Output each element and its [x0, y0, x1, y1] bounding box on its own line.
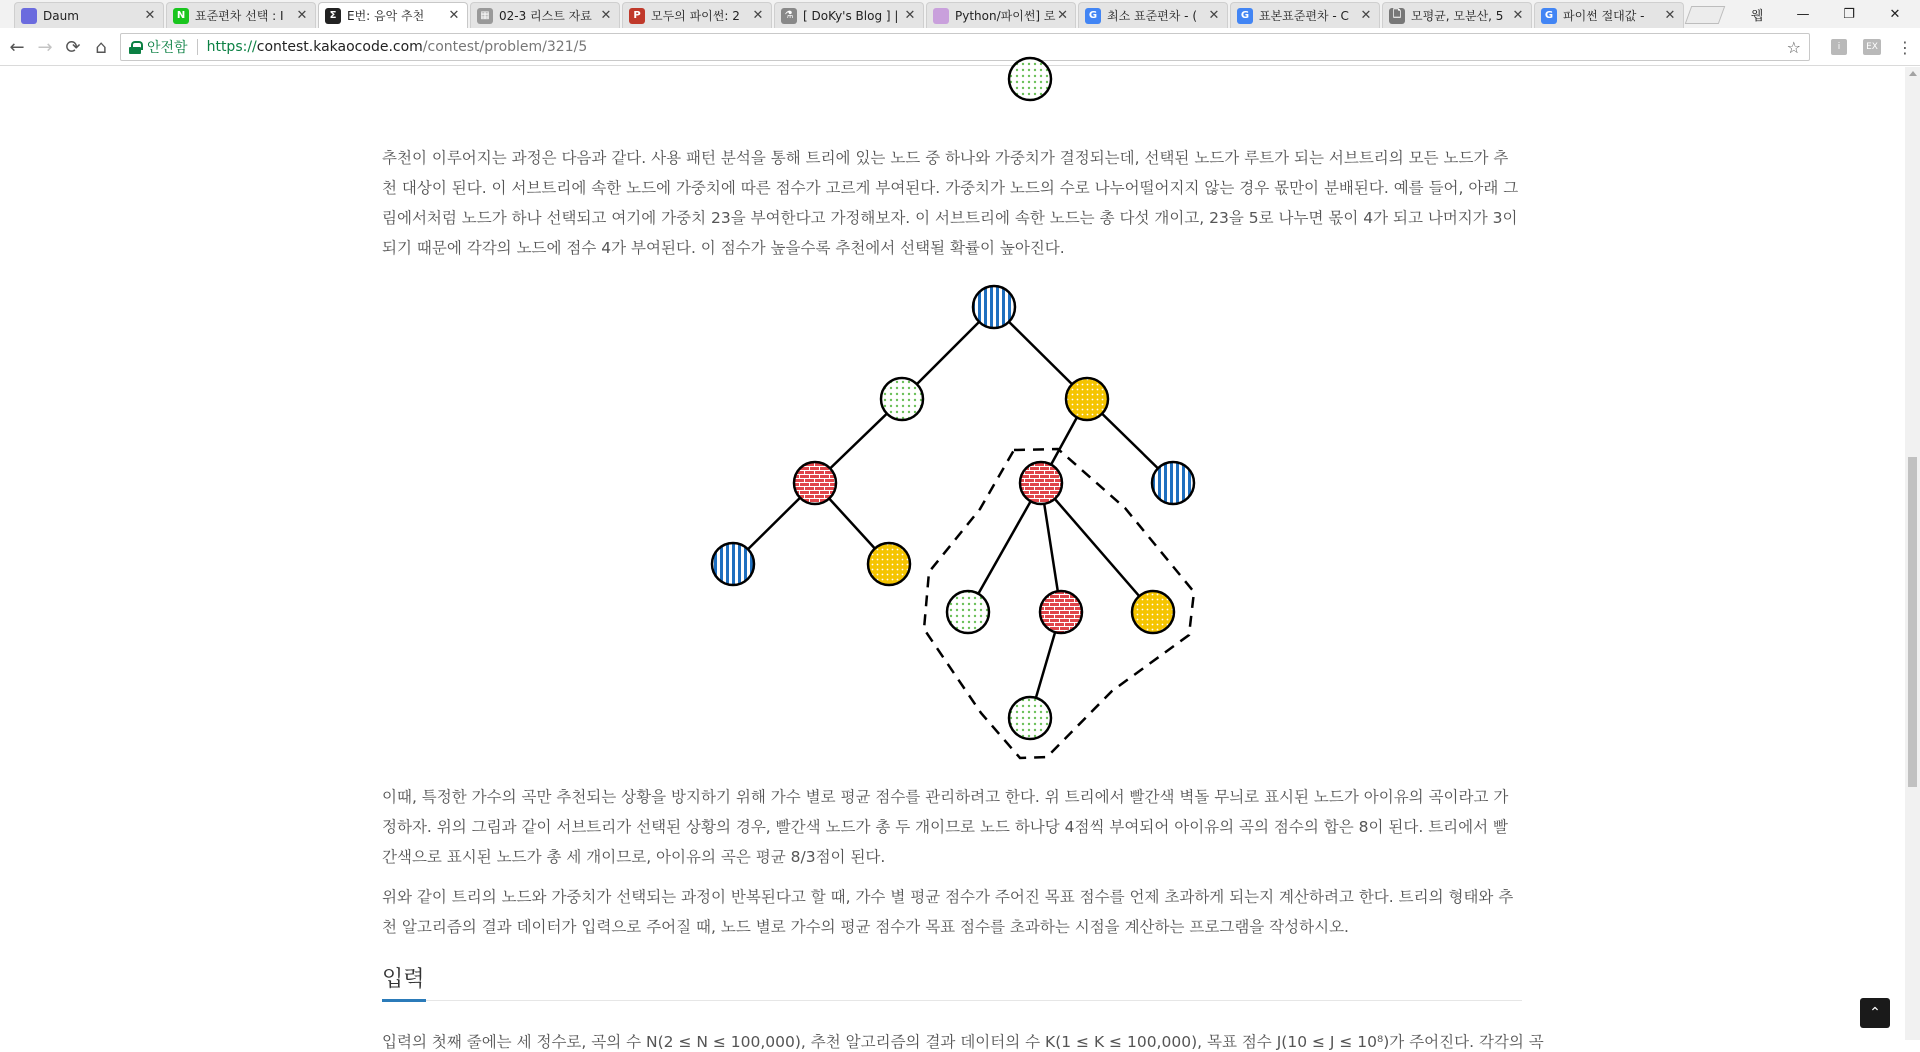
tab-title: 표본표준편차 - C: [1259, 9, 1349, 23]
tree-node-yellow: [1132, 591, 1174, 633]
menu-icon[interactable]: ⋮: [1897, 37, 1913, 57]
browser-tab[interactable]: [1078, 2, 1228, 28]
tab-favicon-icon: P: [629, 8, 645, 24]
tree-node-green: [1009, 58, 1051, 100]
page-content: [0, 67, 1905, 1051]
tab-close-icon[interactable]: ✕: [1208, 8, 1220, 23]
browser-tab[interactable]: [926, 2, 1076, 28]
user-profile-icon[interactable]: 웹: [1750, 8, 1764, 24]
tab-title: Daum: [43, 8, 79, 23]
browser-toolbar: [0, 28, 1920, 66]
browser-tab[interactable]: [1382, 2, 1532, 28]
paragraph-recommendation-process: 추천이 이루어지는 과정은 다음과 같다. 사용 패턴 분석을 통해 트리에 있는 노드 중 하나와 가중치가 결정되는데, 선택된 노드가 루트가 되는 서브트리의 모든 노드가 추천 대상이 된다. 이 서브트리에 속한 노드에 가중치에 따른 점수가 고르게 부여된다. 가중치가 노드의 수로 나누어떨어지지 않는 경우 몫만이 분배된다. 예를 들어, 아래 그림에서처럼 노드가 하나 선택되고 여기에 가중치 23을 부여한다고 가정해보자. 이 서브트리에 속한 노드는 총 다섯 개이고, 23을 5로 나누면 몫이 4가 되고 나머지가 3이 되기 때문에 각각의 노드에 점수 4가 부여된다. 이 점수가 높을수록 추천에서 선택될 확률이 높아진다.: [382, 149, 1519, 257]
minimize-button[interactable]: —: [1796, 6, 1810, 22]
url-path: /contest/problem/321/5: [422, 39, 588, 55]
restore-button[interactable]: ❐: [1843, 6, 1855, 22]
tab-title: 파이썬 절대값 -: [1563, 9, 1645, 23]
extension-ex-icon[interactable]: EX: [1863, 39, 1881, 55]
tab-favicon-icon: Σ: [325, 8, 341, 24]
tree-edges: [733, 307, 1173, 718]
tab-title: 모평균, 모분산, 5: [1411, 9, 1504, 23]
input-description-line: 입력의 첫째 줄에는 세 정수로, 곡의 수 N(2 ≤ N ≤ 100,000), 추천 알고리즘의 결과 데이터의 수 K(1 ≤ K ≤ 100,000), 목표 점수 J(10 ≤ J ≤ 10⁸)가 주어진다. 각각의 곡: [382, 1033, 1544, 1051]
browser-tab[interactable]: [1230, 2, 1380, 28]
new-tab-button[interactable]: [1685, 6, 1726, 24]
extension-info-icon[interactable]: i: [1831, 39, 1847, 55]
tree-node-blue: [1152, 462, 1194, 504]
tab-close-icon[interactable]: ✕: [144, 8, 156, 23]
heading-divider: [382, 1000, 1522, 1001]
tab-favicon-icon: ⚗: [781, 8, 797, 24]
back-button[interactable]: ←: [9, 36, 25, 58]
tab-favicon-icon: G: [1237, 8, 1253, 24]
browser-tab[interactable]: [318, 2, 468, 28]
tree-node-blue: [973, 286, 1015, 328]
tab-title: 최소 표준편차 - (: [1107, 9, 1198, 23]
browser-tab[interactable]: [14, 2, 164, 28]
scroll-up-arrow-icon[interactable]: [1909, 71, 1917, 76]
url-text[interactable]: [207, 39, 588, 55]
tree-node-red: [794, 462, 836, 504]
tab-title: 표준편차 선택 : I: [195, 9, 284, 23]
heading-accent-bar: [382, 999, 426, 1002]
tab-close-icon[interactable]: ✕: [752, 8, 764, 23]
tab-favicon-icon: N: [173, 8, 189, 24]
browser-tab[interactable]: [166, 2, 316, 28]
tab-close-icon[interactable]: ✕: [296, 8, 308, 23]
tree-node-green: [947, 591, 989, 633]
input-heading: 입력: [382, 967, 425, 992]
tab-title: E번: 음악 추천: [347, 9, 425, 23]
tab-close-icon[interactable]: ✕: [1512, 8, 1524, 23]
tab-favicon-icon: 🗋: [1389, 8, 1405, 24]
tree-node-red: [1040, 591, 1082, 633]
tab-close-icon[interactable]: ✕: [904, 8, 916, 23]
scrollbar-thumb[interactable]: [1908, 457, 1917, 787]
tab-favicon-icon: ▦: [477, 8, 493, 24]
address-bar[interactable]: [120, 33, 1810, 61]
vertical-scrollbar[interactable]: [1905, 67, 1920, 1040]
tab-close-icon[interactable]: ✕: [1664, 8, 1676, 23]
tree-node-yellow: [1066, 378, 1108, 420]
url-host: contest.kakaocode.com: [256, 39, 423, 55]
tab-close-icon[interactable]: ✕: [600, 8, 612, 23]
tab-title: [ DoKy's Blog ] |: [803, 8, 899, 23]
browser-tab[interactable]: [622, 2, 772, 28]
forward-button[interactable]: →: [37, 36, 53, 58]
tab-close-icon[interactable]: ✕: [448, 8, 460, 23]
tab-title: Python/파이썬] 로: [955, 9, 1056, 23]
tab-title: 02-3 리스트 자료: [499, 9, 592, 23]
tab-close-icon[interactable]: ✕: [1360, 8, 1372, 23]
tab-favicon-icon: G: [1085, 8, 1101, 24]
tab-strip: [0, 0, 1920, 28]
divider: [197, 39, 198, 55]
lock-icon: [129, 41, 141, 54]
browser-tab[interactable]: [1534, 2, 1684, 28]
paragraph-average-score: 이때, 특정한 가수의 곡만 추천되는 상황을 방지하기 위해 가수 별로 평균 점수를 관리하려고 한다. 위 트리에서 빨간색 벽돌 무늬로 표시된 노드가 아이유의 곡이라고 가정하자. 위의 그림과 같이 서브트리가 선택된 상황의 경우, 빨간색 노드가 총 두 개이므로 노드 하나당 4점씩 부여되어 아이유의 곡의 점수의 합은 8이 된다. 트리에서 빨간색으로 표시된 노드가 총 세 개이므로, 아이유의 곡은 평균 8/3점이 된다.: [382, 788, 1509, 866]
reload-button[interactable]: ⟳: [65, 36, 81, 58]
scroll-to-top-button[interactable]: ⌃: [1860, 998, 1890, 1028]
browser-tab[interactable]: [774, 2, 924, 28]
tree-node-yellow: [868, 543, 910, 585]
tab-favicon-icon: [933, 8, 949, 24]
url-protocol: https://: [206, 39, 257, 55]
tree-node-green: [1009, 697, 1051, 739]
tab-favicon-icon: [21, 8, 37, 24]
browser-tab[interactable]: [470, 2, 620, 28]
bookmark-star-icon[interactable]: ☆: [1786, 37, 1801, 57]
close-window-button[interactable]: ✕: [1889, 6, 1901, 22]
tree-node-blue: [712, 543, 754, 585]
tab-close-icon[interactable]: ✕: [1057, 8, 1068, 23]
home-button[interactable]: ⌂: [95, 36, 107, 58]
tab-title: 모두의 파이썬: 2: [651, 9, 740, 23]
tree-node-green: [881, 378, 923, 420]
secure-label: 안전함: [147, 40, 188, 56]
tree-node-red: [1020, 462, 1062, 504]
paragraph-task: 위와 같이 트리의 노드와 가중치가 선택되는 과정이 반복된다고 할 때, 가수 별 평균 점수가 주어진 목표 점수를 언제 초과하게 되는지 계산하려고 한다. 트리의 형태와 추천 알고리즘의 결과 데이터가 입력으로 주어질 때, 노드 별로 가수의 평균 점수가 목표 점수를 초과하는 시점을 계산하는 프로그램을 작성하시오.: [382, 888, 1514, 936]
tab-favicon-icon: G: [1541, 8, 1557, 24]
